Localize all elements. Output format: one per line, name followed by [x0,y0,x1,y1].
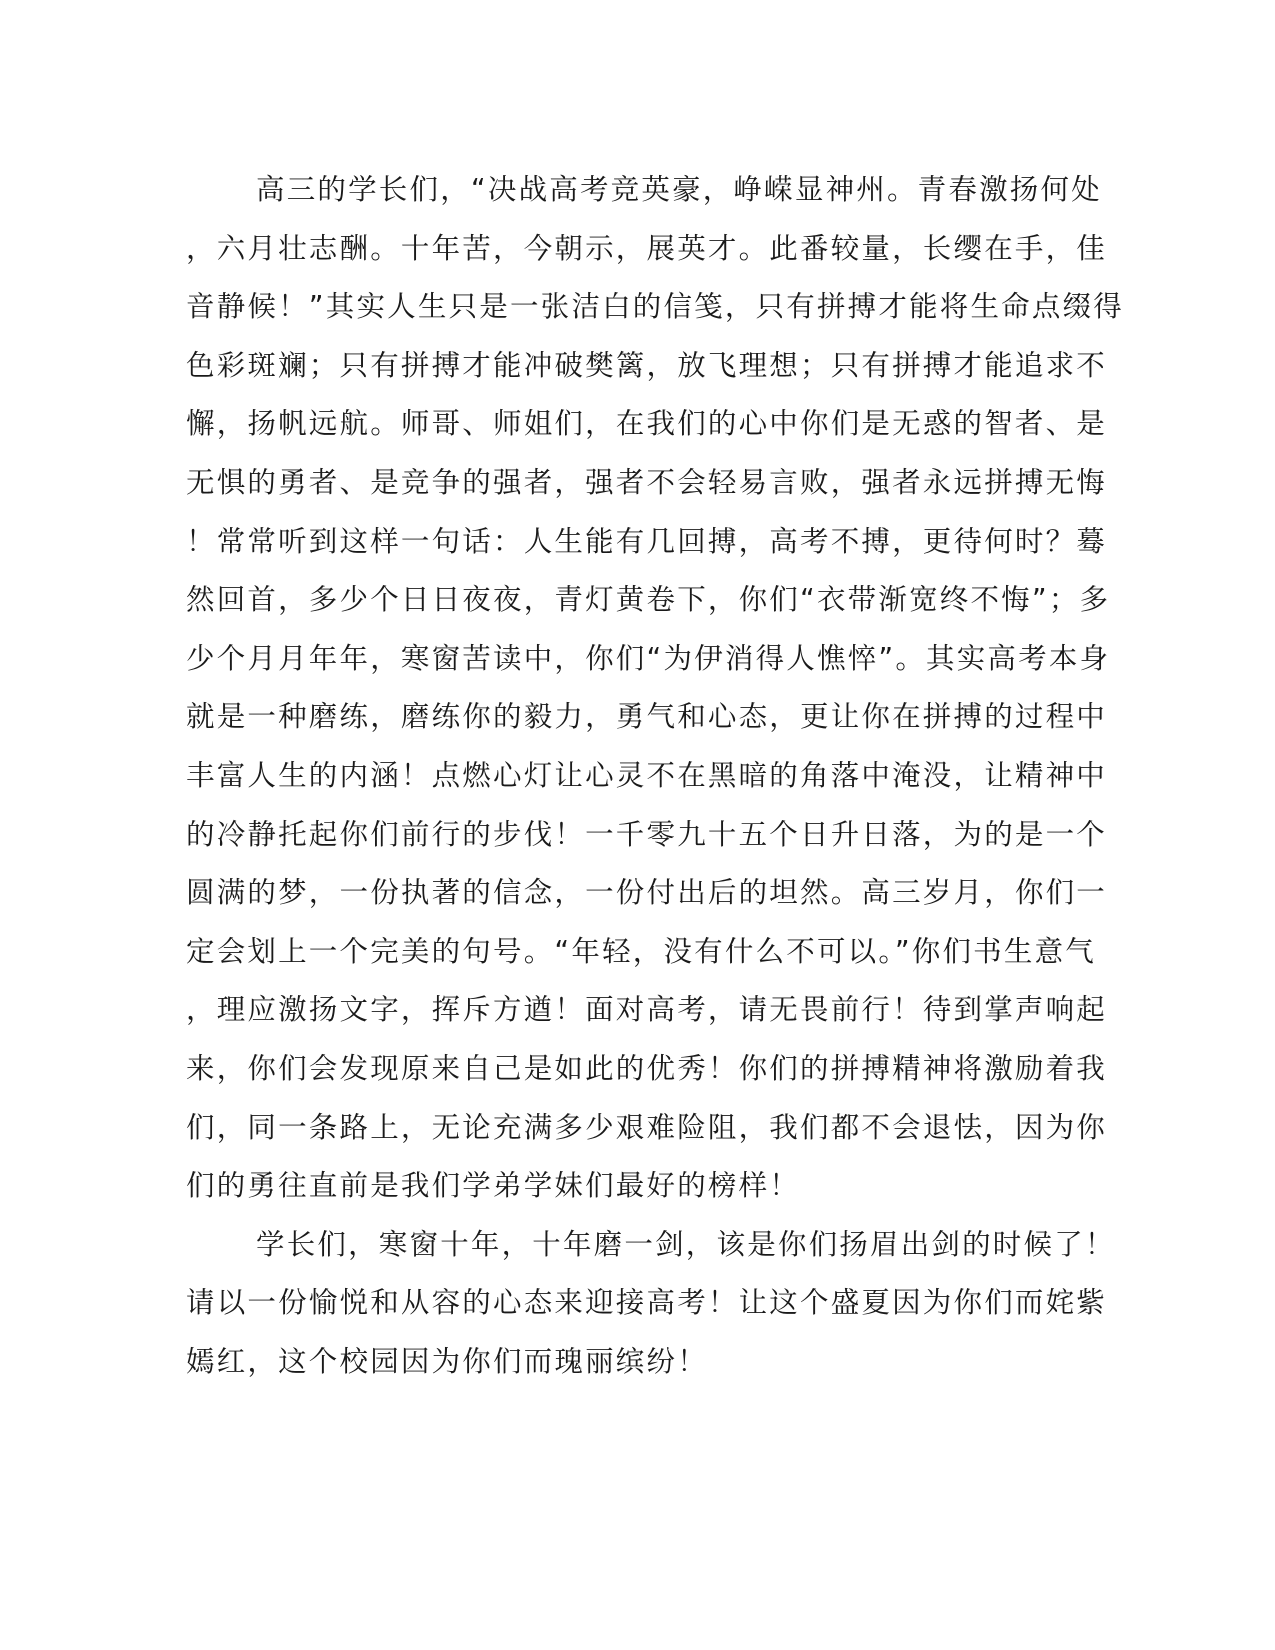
text-line: 无惧的勇者、是竞争的强者，强者不会轻易言败，强者永远拼搏无悔 [186,465,1108,499]
text-line: 定会划上一个完美的句号。“年轻，没有什么不可以。”你们书生意气 [186,934,1096,968]
text-line: 们，同一条路上，无论充满多少艰难险阻，我们都不会退怯，因为你 [186,1110,1108,1144]
paragraph-2 [186,1216,1116,1392]
text-line: 少个月月年年，寒窗苦读中，你们“为伊消得人憔悴”。其实高考本身 [186,641,1111,675]
text-line: 请以一份愉悦和从容的心态来迎接高考！让这个盛夏因为你们而姹紫 [186,1286,1108,1320]
document-body [186,161,1124,1391]
text-line: 就是一种磨练，磨练你的毅力，勇气和心态，更让你在拼搏的过程中 [186,700,1108,734]
text-line: ！常常听到这样一句话：人生能有几回搏，高考不搏，更待何时？蓦 [186,524,1108,558]
text-line: 高三的学长们，“决战高考竞英豪，峥嵘显神州。青春激扬何处 [256,173,1102,206]
text-line: 懈，扬帆远航。师哥、师姐们，在我们的心中你们是无惑的智者、是 [186,407,1108,441]
text-line: 然回首，多少个日日夜夜，青灯黄卷下，你们“衣带渐宽终不悔”；多 [186,583,1111,617]
text-line: ，六月壮志酬。十年苦，今朝示，展英才。此番较量，长缨在手，佳 [186,231,1108,265]
text-line: 圆满的梦，一份执著的信念，一份付出后的坦然。高三岁月，你们一 [186,876,1108,910]
text-line: 音静候！”其实人生只是一张洁白的信笺，只有拼搏才能将生命点缀得 [186,290,1124,324]
text-line: 学长们，寒窗十年，十年磨一剑，该是你们扬眉出剑的时候了！ [256,1227,1116,1261]
text-line: 丰富人生的内涵！点燃心灯让心灵不在黑暗的角落中淹没，让精神中 [186,758,1108,792]
text-line: 嫣红，这个校园因为你们而瑰丽缤纷！ [186,1344,708,1378]
text-line: 来，你们会发现原来自己是如此的优秀！你们的拼搏精神将激励着我 [186,1051,1108,1085]
text-line: 色彩斑斓；只有拼搏才能冲破樊篱，放飞理想；只有拼搏才能追求不 [186,348,1108,382]
paragraph-1 [186,161,1124,1216]
text-line: ，理应激扬文字，挥斥方遒！面对高考，请无畏前行！待到掌声响起 [186,993,1108,1027]
text-line: 们的勇往直前是我们学弟学妹们最好的榜样！ [186,1169,801,1203]
text-line: 的冷静托起你们前行的步伐！一千零九十五个日升日落，为的是一个 [186,817,1108,851]
